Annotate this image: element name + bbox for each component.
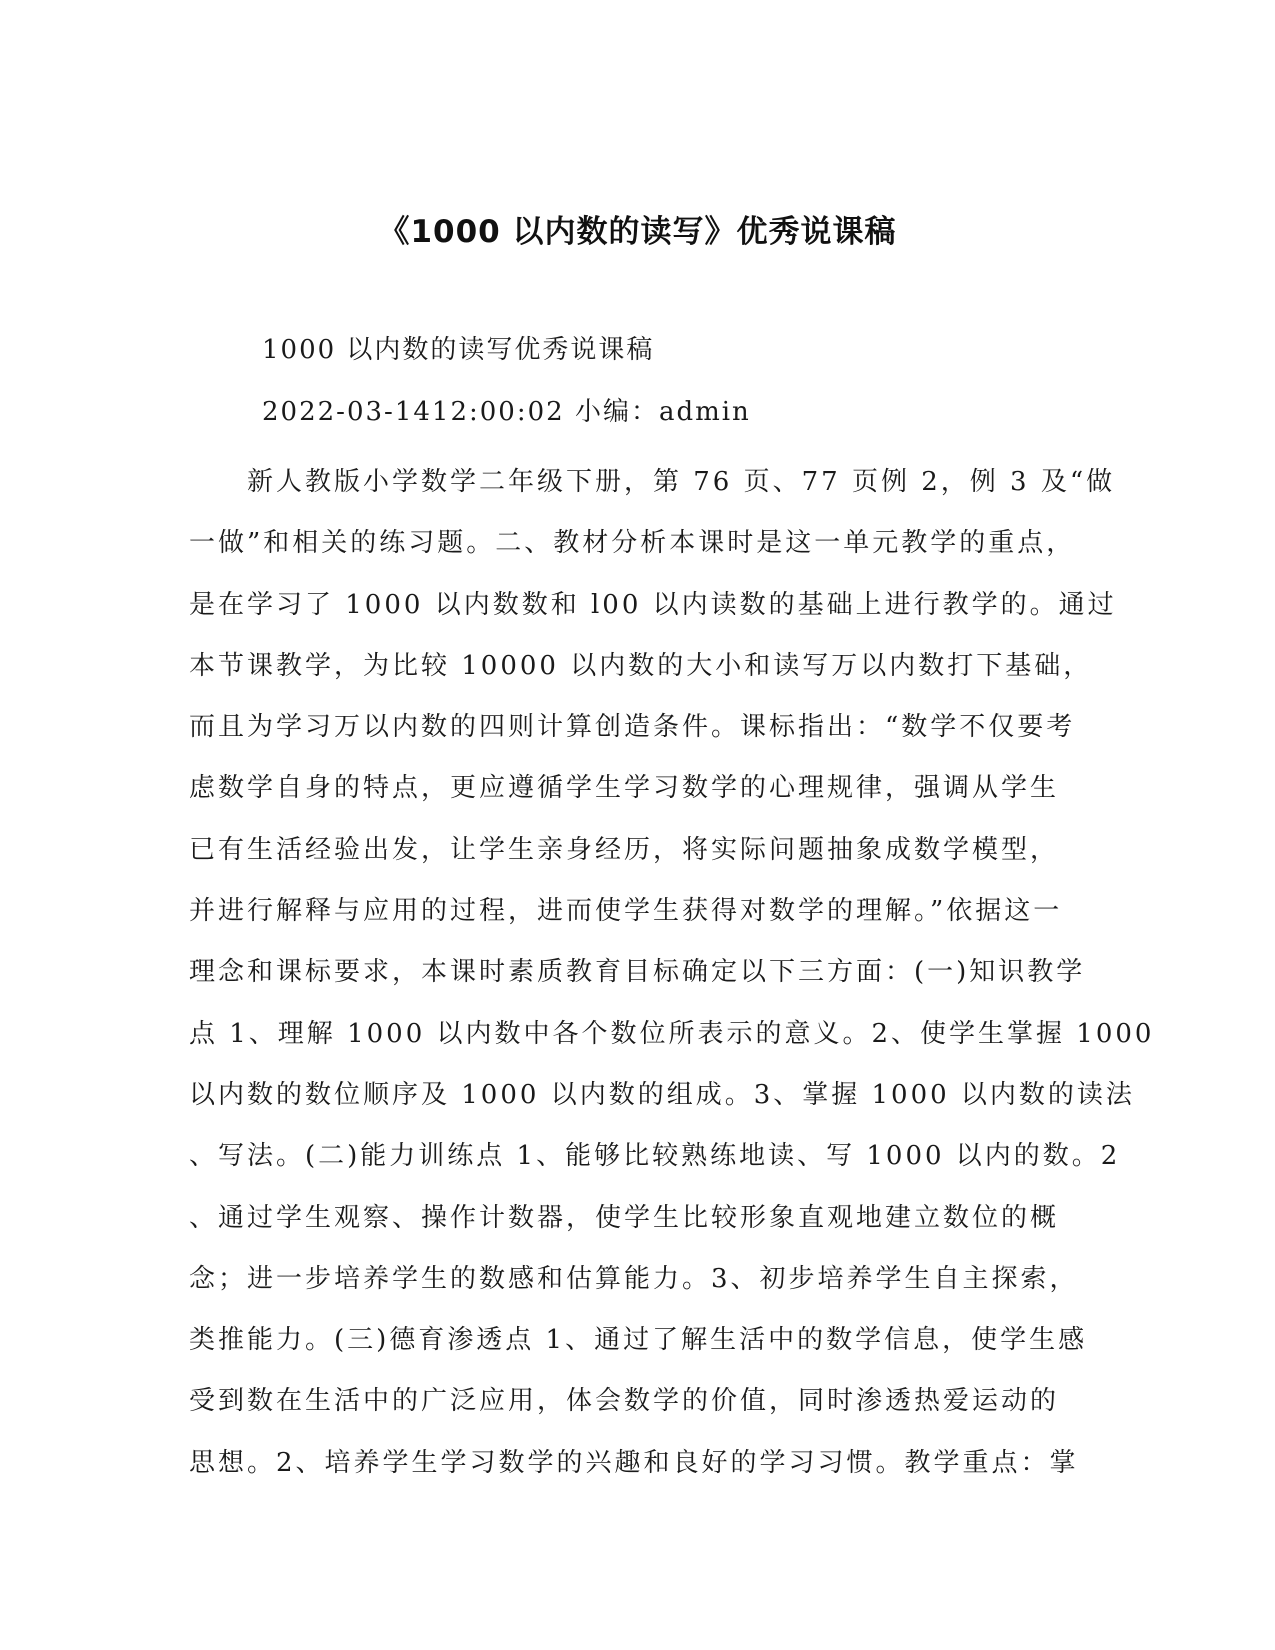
body-line: 思想。2、培养学生学习数学的兴趣和良好的学习习惯。教学重点：掌 bbox=[189, 1447, 1079, 1478]
body-line: 受到数在生活中的广泛应用，体会数学的价值，同时渗透热爱运动的 bbox=[189, 1386, 1060, 1417]
body-line: 并进行解释与应用的过程，进而使学生获得对数学的理解。”依据这一 bbox=[189, 896, 1063, 927]
body-line: 、写法。(二)能力训练点 1、能够比较熟练地读、写 1000 以内的数。2 bbox=[189, 1141, 1121, 1172]
document-subtitle: 1000 以内数的读写优秀说课稿 bbox=[262, 335, 655, 365]
document-body bbox=[189, 452, 1155, 1494]
body-line: 以内数的数位顺序及 1000 以内数的组成。3、掌握 1000 以内数的读法 bbox=[189, 1079, 1135, 1110]
body-line: 本节课教学，为比较 10000 以内数的大小和读写万以内数打下基础， bbox=[189, 650, 1093, 681]
body-line: 是在学习了 1000 以内数数和 l00 以内读数的基础上进行教学的。通过 bbox=[189, 589, 1117, 620]
body-line: 一做”和相关的练习题。二、教材分析本课时是这一单元教学的重点， bbox=[189, 528, 1076, 559]
body-line: 类推能力。(三)德育渗透点 1、通过了解生活中的数学信息，使学生感 bbox=[189, 1325, 1088, 1356]
body-line: 已有生活经验出发，让学生亲身经历，将实际问题抽象成数学模型， bbox=[189, 834, 1060, 865]
document-dateline: 2022-03-1412:00:02 小编：admin bbox=[262, 397, 751, 427]
body-line: 念；进一步培养学生的数感和估算能力。3、初步培养学生自主探索， bbox=[189, 1263, 1079, 1294]
body-line: 理念和课标要求，本课时素质教育目标确定以下三方面：(一)知识教学 bbox=[189, 957, 1086, 988]
document-title: 《1000 以内数的读写》优秀说课稿 bbox=[378, 214, 897, 250]
body-line: 而且为学习万以内数的四则计算创造条件。课标指出：“数学不仅要考 bbox=[189, 712, 1076, 743]
body-line: 点 1、理解 1000 以内数中各个数位所表示的意义。2、使学生掌握 1000 bbox=[189, 1018, 1155, 1049]
body-line: 虑数学自身的特点，更应遵循学生学习数学的心理规律，强调从学生 bbox=[189, 773, 1060, 804]
body-line: 、通过学生观察、操作计数器，使学生比较形象直观地建立数位的概 bbox=[189, 1202, 1060, 1233]
body-line: 新人教版小学数学二年级下册，第 76 页、77 页例 2，例 3 及“做 bbox=[189, 467, 1116, 497]
